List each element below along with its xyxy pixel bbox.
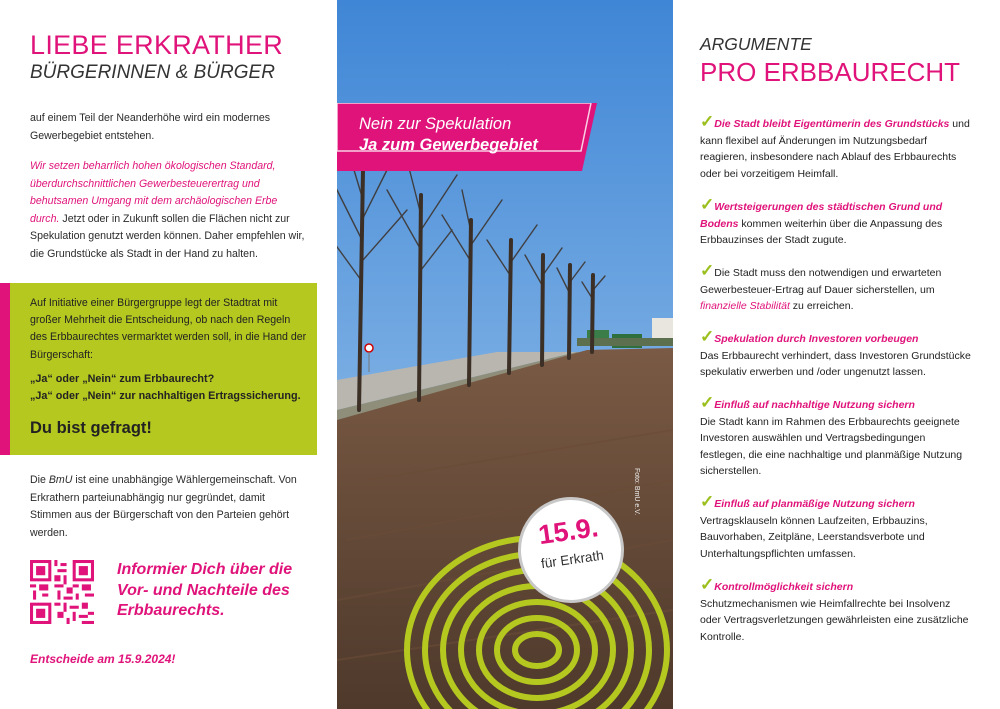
commitment-rest: Jetzt oder in Zukunft sollen die Flächen nicht zur Spekulation genutzt werden können. Daher empfehlen wir, die Grundstücke als Stadt in der Hand zu halten. [30, 212, 305, 260]
arguments-panel [673, 0, 1000, 709]
vote-place: für Erkrath [540, 547, 605, 572]
initiative-text: Auf Initiative einer Bürgergruppe legt der Stadtrat mit großer Mehrheit die Entscheidung, ob nach den Regeln des Erbbaurechtes vermarktet werden soll, in die Hand der Bürgerschaft: [30, 297, 307, 361]
vote-date: 15.9. [536, 512, 601, 551]
check-icon: ✓ [700, 261, 715, 280]
check-icon: ✓ [700, 575, 715, 594]
photo-panel [337, 0, 673, 709]
arguments-subtitle: PRO ERBBAURECHT [700, 57, 961, 87]
argument-body: Schutzmechanismen wie Heimfallrechte bei Insolvenz oder Vertragsverletzungen gewährleisten eine zusätzliche Kontrolle. [700, 597, 969, 643]
about-rest: ist eine unabhängige Wählergemeinschaft. Von Erkrathern parteiunabhängig nur gegründet, damit Stimmen aus der Bürgerschaft von den Parteien gehört werden. [30, 474, 297, 539]
argument-body: Das Erbbaurecht verhindert, dass Investoren Grundstücke spekulativ erwerben und /oder ungenutzt lassen. [700, 349, 971, 379]
argument-heading: Spekulation durch Investoren vorbeugen [714, 333, 919, 345]
check-icon: ✓ [700, 492, 715, 511]
left-title: LIEBE ERKRATHER [30, 30, 284, 60]
argument-body: Die Stadt kann im Rahmen des Erbbaurechts geeignete Investoren auswählen und Vertragsbedingungen festlegen, die eine nachhaltige und planmäßige Nutzung sicherstellen. [700, 415, 963, 478]
argument-item [700, 492, 972, 562]
argument-heading: Einfluß auf planmäßige Nutzung sichern [714, 498, 915, 510]
initiative-box [0, 283, 317, 455]
pink-stripe [0, 283, 10, 455]
left-subtitle: BÜRGERINNEN & BÜRGER [30, 62, 275, 83]
info-cta: Informier Dich über die Vor- und Nachteile des Erbbaurechts. [117, 561, 293, 619]
slogan-line-2: Ja zum Gewerbegebiet [359, 136, 538, 154]
check-icon: ✓ [700, 112, 715, 131]
argument-heading: Die Stadt bleibt Eigentümerin des Grundstücks [714, 118, 950, 130]
photo-credit: Foto: BmU e.V. [633, 468, 640, 516]
argument-item [700, 575, 972, 645]
commitment-highlight: Wir setzen beharrlich hohen ökologischen Standard, überdurchschnittlichen Gewerbesteuerertrag und behutsamen Umgang mit dem archäologischen Erbe durch. [30, 160, 278, 225]
bmu-name: BmU [48, 474, 73, 486]
check-icon: ✓ [700, 393, 715, 412]
argument-heading: Kontrollmöglichkeit sichern [714, 581, 854, 593]
argument-body: Vertragsklauseln können Laufzeiten, Erbbauzins, Bauvorhaben, Zeitpläne, Leerstandsverbote und Unterhaltungspflichten umfassen. [700, 514, 928, 560]
argument-body: kommen weiterhin über die Anpassung des Erbbauzinses der Stadt zugute. [700, 217, 943, 247]
argument-body: Die Stadt muss den notwendigen und erwarteten Gewerbesteuer-Ertrag auf Dauer sicherstellen, um [700, 267, 942, 296]
about-pre: Die [30, 474, 49, 486]
left-panel [0, 0, 337, 709]
intro-text: auf einem Teil der Neanderhöhe wird ein modernes Gewerbegebiet entstehen. [30, 112, 271, 142]
check-icon: ✓ [700, 195, 715, 214]
argument-item [700, 195, 972, 249]
argument-heading: Wertsteigerungen des städtischen Grund und Bodens [700, 201, 943, 230]
argument-item [700, 393, 972, 480]
slogan-line-1: Nein zur Spekulation [359, 115, 512, 133]
check-icon: ✓ [700, 327, 715, 346]
about-paragraph [30, 472, 305, 542]
question-1: „Ja“ oder „Nein“ zum Erbbaurecht? [30, 373, 215, 385]
argument-body: und kann flexibel auf Änderungen im Nutzungsbedarf reagieren, insbesondere nach Ablauf des Erbbaurechts oder bei vorzeitigem Heimfall. [700, 118, 970, 180]
argument-highlight: finanzielle Stabilität [700, 300, 790, 313]
decide-date: Entscheide am 15.9.2024! [30, 652, 176, 666]
argument-item [700, 261, 972, 315]
argument-item [700, 112, 972, 182]
qr-code-icon[interactable] [30, 560, 94, 624]
question-2: „Ja“ oder „Nein“ zur nachhaltigen Ertragssicherung. [30, 390, 301, 402]
call-to-action: Du bist gefragt! [30, 419, 152, 437]
argument-body-end: zu erreichen. [789, 300, 854, 313]
argument-heading: Einfluß auf nachhaltige Nutzung sichern [714, 399, 915, 411]
argument-item [700, 327, 972, 381]
commitment-paragraph [30, 158, 305, 264]
arguments-title: ARGUMENTE [700, 34, 812, 54]
